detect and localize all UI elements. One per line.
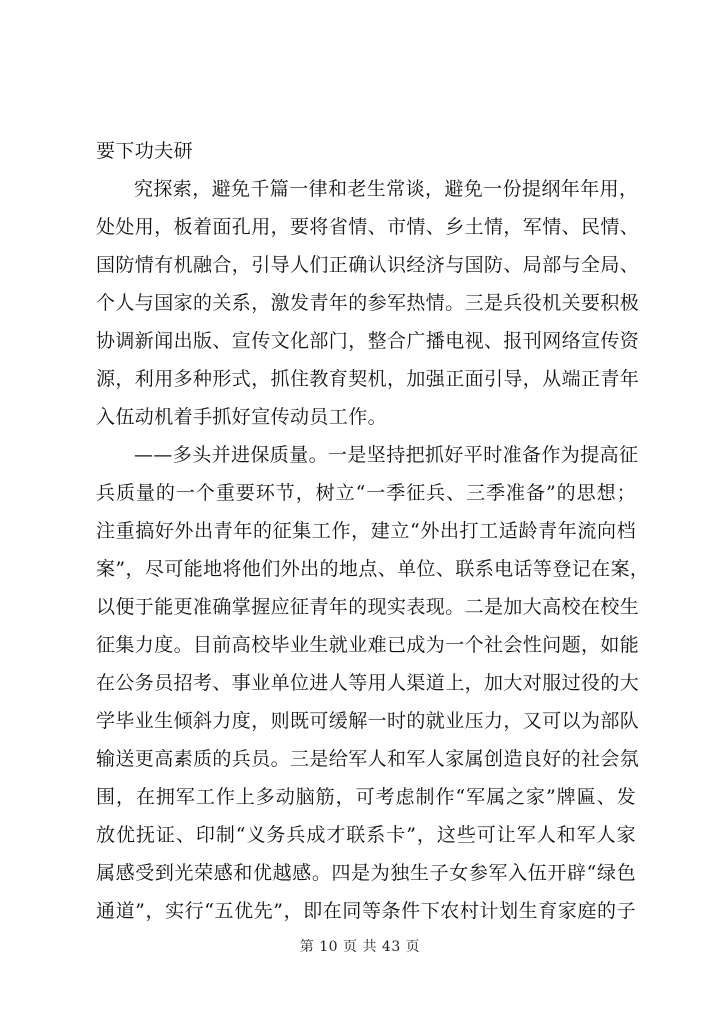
text-line-6: 协调新闻出版、宣传文化部门，整合广播电视、报刊网络宣传资: [96, 330, 640, 352]
text-line-4: 国防情有机融合，引导人们正确认识经济与国防、局部与全局、: [96, 254, 640, 276]
text-line-9: ——多头并进保质量。一是坚持把抓好平时准备作为提高征: [134, 444, 639, 466]
text-line-1: 要下功夫研: [96, 140, 194, 162]
text-line-5: 个人与国家的关系，激发青年的参军热情。三是兵役机关要积极: [96, 292, 640, 314]
text-line-7: 源，利用多种形式，抓住教育契机，加强正面引导，从端正青年: [96, 368, 640, 390]
text-line-17: 输送更高素质的兵员。三是给军人和军人家属创造良好的社会氛: [96, 748, 640, 770]
text-line-20: 属感受到光荣感和优越感。四是为独生子女参军入伍开辟“绿色: [96, 862, 636, 884]
text-line-15: 在公务员招考、事业单位进人等用人渠道上，加大对服过役的大: [96, 672, 640, 694]
text-line-16: 学毕业生倾斜力度，则既可缓解一时的就业压力，又可以为部队: [96, 710, 640, 732]
text-line-18: 围，在拥军工作上多动脑筋，可考虑制作“军属之家”牌匾、发: [96, 786, 636, 808]
text-line-13: 以便于能更准确掌握应征青年的现实表现。二是加大高校在校生: [96, 596, 640, 618]
text-line-10: 兵质量的一个重要环节，树立“一季征兵、三季准备”的思想；: [96, 482, 636, 504]
text-line-19: 放优抚证、印制“义务兵成才联系卡”，这些可让军人和军人家: [96, 824, 636, 846]
text-line-14: 征集力度。目前高校毕业生就业难已成为一个社会性问题，如能: [96, 634, 640, 656]
text-line-3: 处处用，板着面孔用，要将省情、市情、乡土情，军情、民情、: [96, 216, 640, 238]
text-line-21: 通道”，实行“五优先”，即在同等条件下农村计划生育家庭的子: [96, 900, 636, 922]
page-number-footer: 第 10 页 共 43 页: [299, 939, 421, 955]
text-line-8: 入伍动机着手抓好宣传动员工作。: [96, 406, 388, 428]
text-line-12: 案”，尽可能地将他们外出的地点、单位、联系电话等登记在案，: [96, 558, 650, 580]
text-line-11: 注重搞好外出青年的征集工作，建立“外出打工适龄青年流向档: [96, 520, 636, 542]
text-line-2: 究探索，避免千篇一律和老生常谈，避免一份提纲年年用，: [134, 178, 639, 200]
